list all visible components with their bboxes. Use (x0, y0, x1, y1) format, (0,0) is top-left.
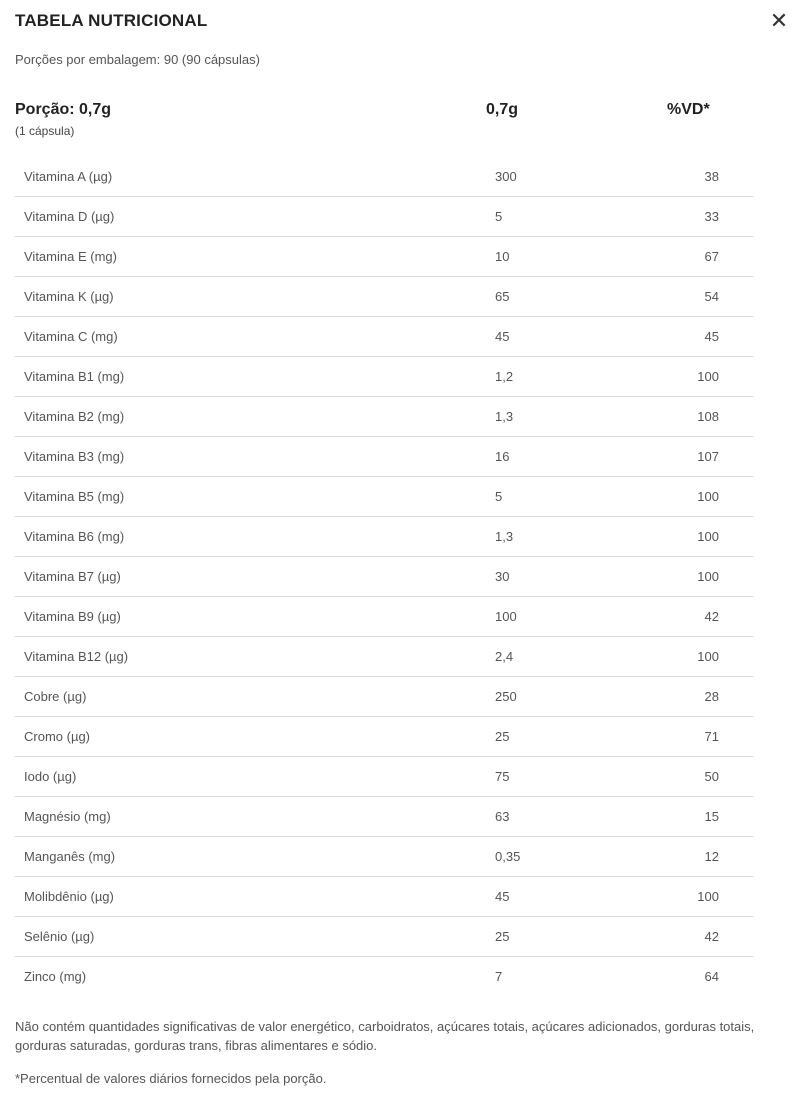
nutrient-table (15, 157, 753, 996)
table-row (15, 237, 753, 277)
nutrient-name: Vitamina B6 (mg) (24, 529, 125, 544)
nutrient-amount: 2,4 (495, 649, 514, 664)
table-row (15, 597, 753, 637)
nutrient-vd: 67 (704, 249, 719, 264)
nutrient-name: Vitamina B7 (µg) (24, 569, 121, 584)
nutrient-amount: 1,3 (495, 529, 514, 544)
portion-label: Porção: 0,7g (15, 101, 112, 118)
nutrient-name: Cobre (µg) (24, 689, 87, 704)
nutrient-amount: 100 (495, 609, 517, 624)
modal-title: TABELA NUTRICIONAL (15, 11, 208, 30)
nutrient-amount: 63 (495, 809, 510, 824)
table-row (15, 917, 753, 957)
nutrient-name: Cromo (µg) (24, 729, 90, 744)
nutrient-amount: 7 (495, 969, 503, 984)
nutrient-vd: 50 (704, 769, 719, 784)
table-row (15, 277, 753, 317)
nutrient-amount: 1,3 (495, 409, 514, 424)
nutrient-vd: 71 (704, 729, 719, 744)
table-row (15, 877, 753, 917)
nutrient-name: Vitamina B1 (mg) (24, 369, 125, 384)
nutrient-vd: 28 (704, 689, 719, 704)
nutrient-vd: 108 (697, 409, 719, 424)
nutrient-vd: 107 (697, 449, 719, 464)
portion-header (15, 101, 785, 141)
nutrient-name: Vitamina K (µg) (24, 289, 114, 304)
vd-column-header: %VD* (667, 101, 710, 118)
table-row (15, 717, 753, 757)
table-row (15, 677, 753, 717)
nutrient-name: Vitamina B2 (mg) (24, 409, 125, 424)
nutrient-vd: 100 (697, 489, 719, 504)
nutrient-vd: 54 (704, 289, 719, 304)
nutrient-name: Molibdênio (µg) (24, 889, 114, 904)
nutrient-vd: 38 (704, 169, 719, 184)
nutrient-name: Zinco (mg) (24, 969, 87, 984)
nutrient-name: Vitamina B9 (µg) (24, 609, 121, 624)
nutrient-name: Manganês (mg) (24, 849, 116, 864)
nutrient-vd: 12 (704, 849, 719, 864)
table-row (15, 837, 753, 877)
nutrient-vd: 100 (697, 649, 719, 664)
table-row (15, 397, 753, 437)
nutrient-amount: 0,35 (495, 849, 521, 864)
table-row (15, 157, 753, 197)
table-row (15, 797, 753, 837)
amount-column-header: 0,7g (486, 101, 519, 118)
nutrient-name: Vitamina D (µg) (24, 209, 115, 224)
nutrient-name: Selênio (µg) (24, 929, 95, 944)
nutrient-vd: 64 (704, 969, 719, 984)
nutrient-name: Vitamina B12 (µg) (24, 649, 129, 664)
nutrient-amount: 250 (495, 689, 517, 704)
nutrient-amount: 45 (495, 889, 510, 904)
nutrient-vd: 100 (697, 369, 719, 384)
table-row (15, 197, 753, 237)
nutrient-name: Vitamina E (mg) (24, 249, 117, 264)
nutrient-name: Vitamina A (µg) (24, 169, 113, 184)
table-row (15, 477, 753, 517)
nutrient-name: Iodo (µg) (24, 769, 77, 784)
nutrient-vd: 15 (704, 809, 719, 824)
close-icon[interactable]: ✕ (769, 8, 789, 34)
nutrient-vd: 42 (704, 929, 719, 944)
table-row (15, 557, 753, 597)
table-row (15, 317, 753, 357)
nutrient-amount: 10 (495, 249, 510, 264)
nutrient-amount: 45 (495, 329, 510, 344)
nutrient-name: Magnésio (mg) (24, 809, 111, 824)
nutrient-amount: 65 (495, 289, 510, 304)
nutrient-amount: 5 (495, 489, 503, 504)
nutrient-amount: 75 (495, 769, 510, 784)
nutrient-amount: 16 (495, 449, 510, 464)
nutrient-vd: 42 (704, 609, 719, 624)
nutrient-vd: 100 (697, 889, 719, 904)
servings-per-package: Porções por embalagem: 90 (90 cápsulas) (15, 52, 260, 67)
nutrient-name: Vitamina B5 (mg) (24, 489, 125, 504)
nutrient-amount: 1,2 (495, 369, 514, 384)
nutrient-amount: 25 (495, 729, 510, 744)
nutrient-vd: 100 (697, 569, 719, 584)
table-row (15, 757, 753, 797)
table-row (15, 957, 753, 996)
nutrient-amount: 25 (495, 929, 510, 944)
nutrient-vd: 45 (704, 329, 719, 344)
nutrient-name: Vitamina B3 (mg) (24, 449, 125, 464)
table-row (15, 517, 753, 557)
nutrient-amount: 300 (495, 169, 517, 184)
table-row (15, 437, 753, 477)
portion-sub-label: (1 cápsula) (15, 124, 75, 138)
table-row (15, 357, 753, 397)
vd-footnote: *Percentual de valores diários fornecidos pela porção. (15, 1071, 327, 1086)
nutrient-amount: 30 (495, 569, 510, 584)
table-row (15, 637, 753, 677)
disclaimer-note: Não contém quantidades significativas de valor energético, carboidratos, açúcares totais, açúcares adicionados, gorduras totais, gorduras saturadas, gorduras trans, fibras alimentares e sódio. (15, 1019, 755, 1053)
nutrient-amount: 5 (495, 209, 503, 224)
nutrient-name: Vitamina C (mg) (24, 329, 118, 344)
nutrient-vd: 100 (697, 529, 719, 544)
nutrient-vd: 33 (704, 209, 719, 224)
